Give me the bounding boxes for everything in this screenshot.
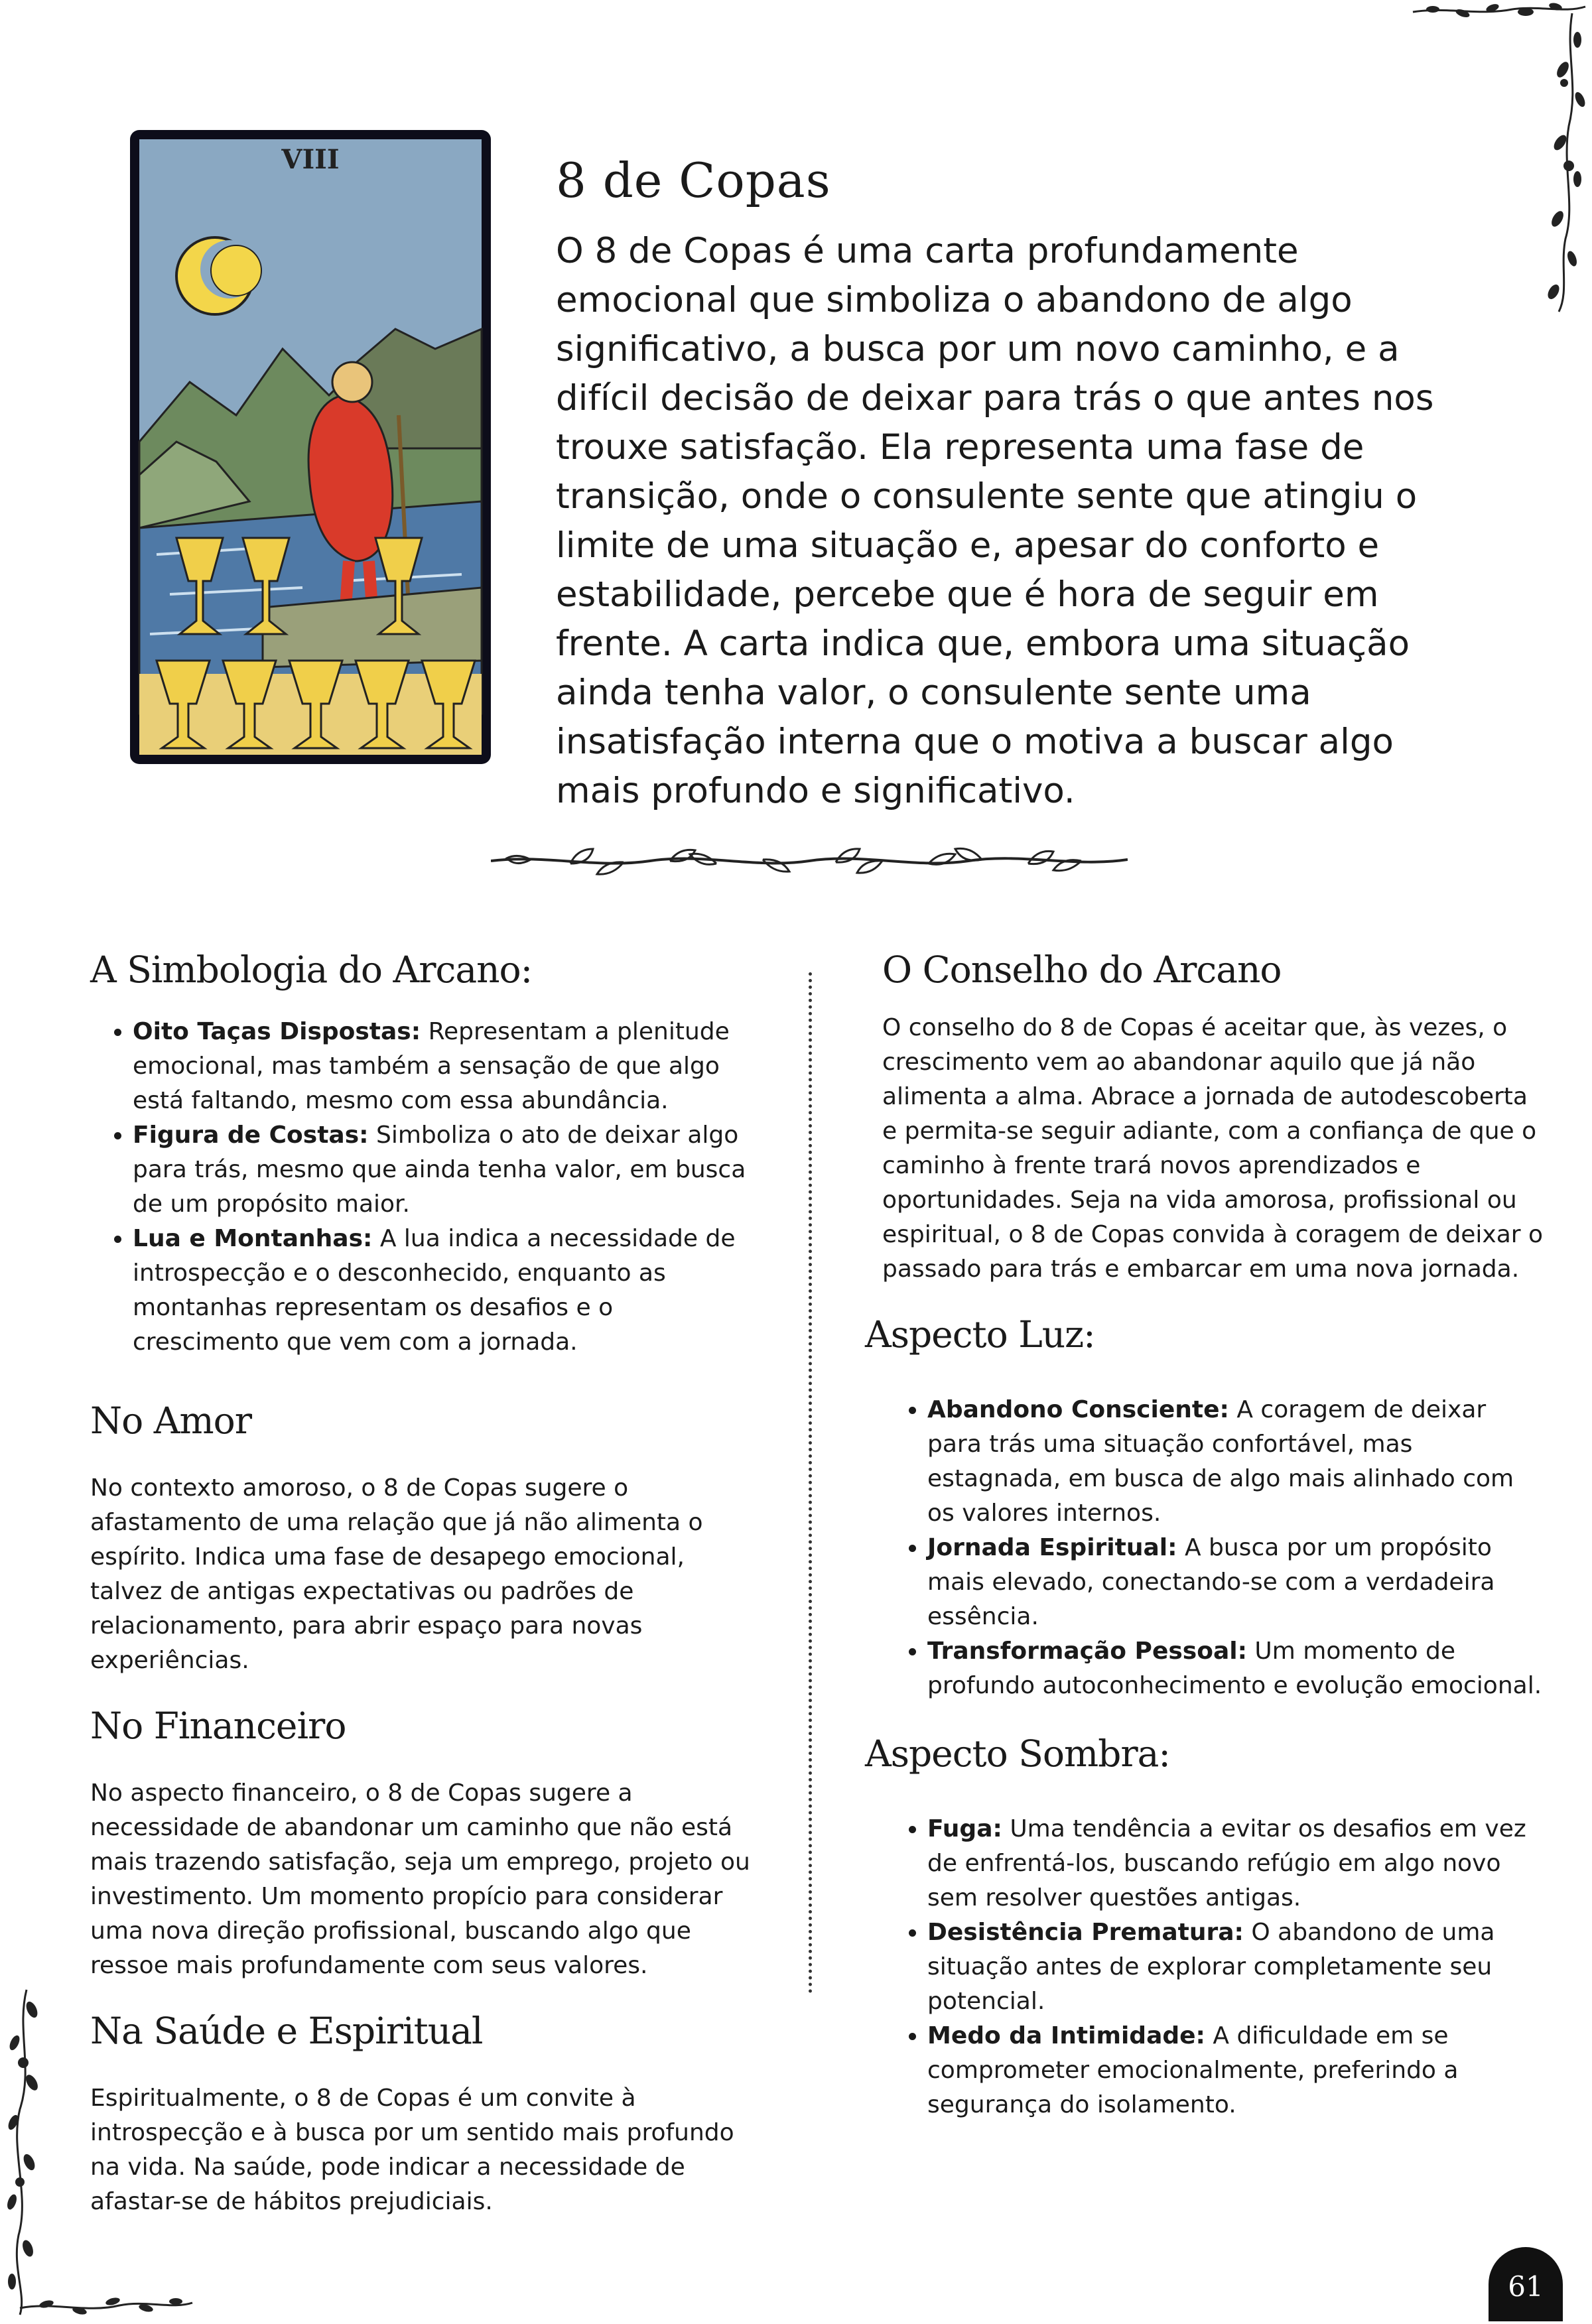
simbologia-list <box>90 1015 754 1360</box>
floral-corner-ornament-bottom-left <box>0 1983 199 2321</box>
right-column <box>865 948 1546 2122</box>
list-item: • Fuga: Uma tendência a evitar os desafios em vez de enfrentá-los, buscando refúgio em algo novo sem resolver questões antigas. <box>927 1812 1546 1915</box>
page-title: 8 de Copas <box>556 153 831 208</box>
conselho-heading: O Conselho do Arcano <box>882 948 1282 991</box>
intro-text: O 8 de Copas é uma carta profundamente emocional que simboliza o abandono de algo significativo, a busca por um novo caminho, e a difícil decisão de deixar para trás o que antes nos trouxe satisfação. Ela representa uma fase de transição, onde o consulente sente que atingiu o limite de uma situação e, apesar do conforto e estabilidade, percebe que é hora de seguir em frente. A carta indica que, embora uma situação ainda tenha valor, o consulente sente uma insatisfação interna que o motiva a buscar algo mais profundo e significativo. <box>556 231 1434 811</box>
column-divider <box>809 972 812 1994</box>
card-numeral: VIII <box>281 144 340 175</box>
financeiro-heading: No Financeiro <box>90 1705 346 1747</box>
amor-heading: No Amor <box>90 1399 251 1442</box>
list-item: • Abandono Consciente: A coragem de deixar para trás uma situação confortável, mas estagnada, em busca de algo mais alinhado com os valores internos. <box>927 1393 1546 1531</box>
saude-heading: Na Saúde e Espiritual <box>90 2010 483 2052</box>
tarot-card-image <box>130 130 491 764</box>
list-item: • Lua e Montanhas: A lua indica a necessidade de introspecção e o desconhecido, enquanto as montanhas representam os desafios e o crescimento que vem com a jornada. <box>133 1222 754 1360</box>
amor-text: No contexto amoroso, o 8 de Copas sugere o afastamento de uma relação que já não alimenta o espírito. Indica uma fase de desapego emocional, talvez de antigas expectativas ou padrões de relacionamento, para abrir espaço para novas experiências. <box>90 1474 703 1674</box>
sombra-heading: Aspecto Sombra: <box>865 1732 1170 1775</box>
financeiro-text: No aspecto financeiro, o 8 de Copas sugere a necessidade de abandonar um caminho que não está mais trazendo satisfação, seja um emprego, projeto ou investimento. Um momento propício para considerar uma nova direção profissional, buscando algo que ressoe mais profundamente com seus valores. <box>90 1779 750 1979</box>
list-item: • Desistência Prematura: O abandono de uma situação antes de explorar completamente seu potencial. <box>927 1915 1546 2019</box>
luz-list <box>882 1393 1546 1703</box>
list-item: • Transformação Pessoal: Um momento de profundo autoconhecimento e evolução emocional. <box>927 1634 1546 1703</box>
list-item: • Oito Taças Dispostas: Representam a plenitude emocional, mas também a sensação de que algo está faltando, mesmo com essa abundância. <box>133 1015 754 1118</box>
list-item: • Jornada Espiritual: A busca por um propósito mais elevado, conectando-se com a verdadeira essência. <box>927 1531 1546 1634</box>
list-item: • Medo da Intimidade: A dificuldade em se comprometer emocionalmente, preferindo a segurança do isolamento. <box>927 2019 1546 2122</box>
saude-text: Espiritualmente, o 8 de Copas é um convite à introspecção e à busca por um sentido mais profundo na vida. Na saúde, pode indicar a necessidade de afastar-se de hábitos prejudiciais. <box>90 2085 734 2215</box>
page-number: 61 <box>1489 2247 1563 2321</box>
conselho-text: O conselho do 8 de Copas é aceitar que, às vezes, o crescimento vem ao abandonar aquilo que já não alimenta a alma. Abrace a jornada de autodescoberta e permita-se seguir adiante, com a confiança de que o caminho à frente trará novos aprendizados e oportunidades. Seja na vida amorosa, profissional ou espiritual, o 8 de Copas convida à coragem de deixar o passado para trás e embarcar em uma nova jornada. <box>882 1014 1544 1283</box>
vine-divider <box>491 834 1128 887</box>
sombra-list <box>882 1812 1546 2122</box>
luz-heading: Aspecto Luz: <box>865 1313 1095 1356</box>
simbologia-heading: A Simbologia do Arcano: <box>90 948 533 991</box>
intro-section <box>556 153 1485 816</box>
list-item: • Figura de Costas: Simboliza o ato de deixar algo para trás, mesmo que ainda tenha valor, em busca de um propósito maior. <box>133 1118 754 1222</box>
